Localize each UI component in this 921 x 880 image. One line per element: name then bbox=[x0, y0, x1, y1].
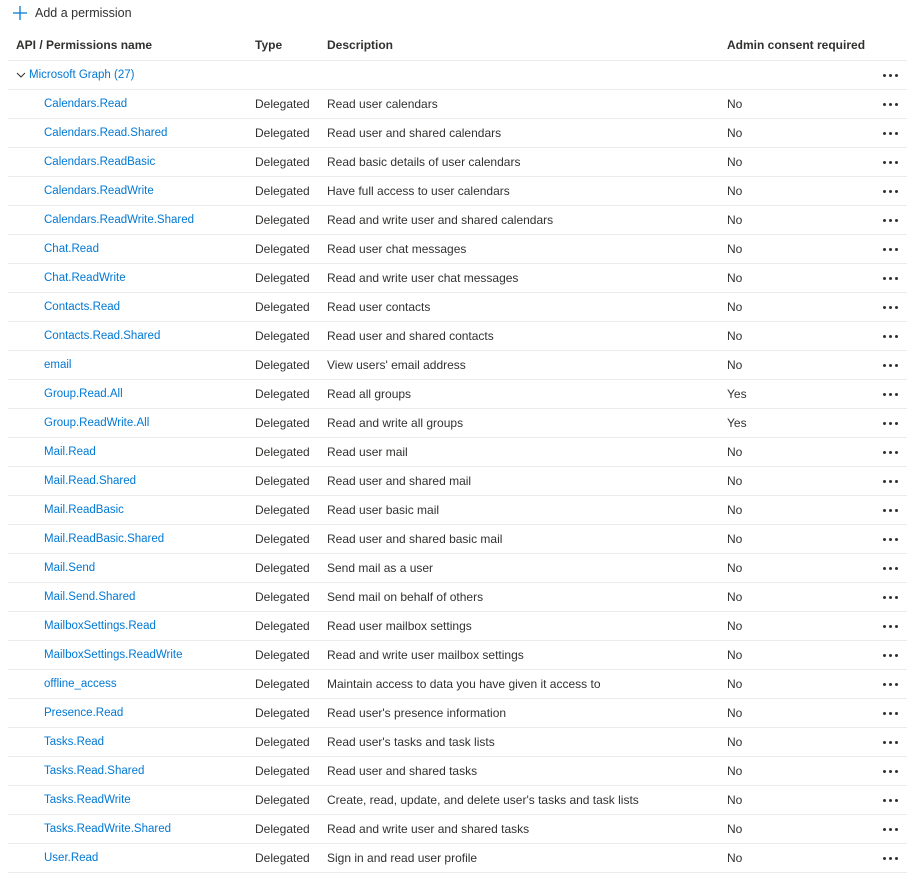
group-row bbox=[8, 61, 907, 90]
admin-consent-value: No bbox=[727, 155, 743, 169]
admin-consent-value: No bbox=[727, 677, 743, 691]
admin-consent-value: No bbox=[727, 242, 743, 256]
more-options-icon[interactable] bbox=[881, 728, 899, 756]
permission-type: Delegated bbox=[255, 793, 310, 807]
admin-consent-value: No bbox=[727, 300, 743, 314]
permission-description: Read user's tasks and task lists bbox=[327, 735, 495, 749]
more-options-icon[interactable] bbox=[881, 583, 899, 611]
permission-description: Read user contacts bbox=[327, 300, 431, 314]
permission-name-link[interactable]: Calendars.Read.Shared bbox=[44, 127, 168, 139]
permission-type: Delegated bbox=[255, 416, 310, 430]
table-row bbox=[8, 699, 907, 728]
column-header-type[interactable]: Type bbox=[255, 37, 283, 52]
permission-type: Delegated bbox=[255, 126, 310, 140]
permission-type: Delegated bbox=[255, 271, 310, 285]
more-options-icon[interactable] bbox=[881, 293, 899, 321]
permission-type: Delegated bbox=[255, 648, 310, 662]
permission-name-link[interactable]: Mail.Read.Shared bbox=[44, 475, 137, 487]
more-options-icon[interactable] bbox=[881, 757, 899, 785]
permission-name-link[interactable]: Calendars.ReadWrite bbox=[44, 185, 154, 197]
table-row bbox=[8, 757, 907, 786]
permission-type: Delegated bbox=[255, 503, 310, 517]
more-options-icon[interactable] bbox=[881, 844, 899, 872]
permission-name-link[interactable]: Contacts.Read bbox=[44, 301, 121, 313]
permission-type: Delegated bbox=[255, 590, 310, 604]
more-options-icon[interactable] bbox=[881, 235, 899, 263]
more-options-icon[interactable] bbox=[881, 119, 899, 147]
permission-description: Send mail on behalf of others bbox=[327, 590, 484, 604]
table-row bbox=[8, 467, 907, 496]
permission-type: Delegated bbox=[255, 619, 310, 633]
more-options-icon[interactable] bbox=[881, 177, 899, 205]
table-row bbox=[8, 525, 907, 554]
permission-type: Delegated bbox=[255, 677, 310, 691]
permission-description: Read user basic mail bbox=[327, 503, 440, 517]
permission-name-link[interactable]: Chat.Read bbox=[44, 243, 99, 255]
permission-name-link[interactable]: Mail.Send bbox=[44, 562, 96, 574]
permission-description: Read user calendars bbox=[327, 97, 438, 111]
permission-type: Delegated bbox=[255, 532, 310, 546]
permission-description: Sign in and read user profile bbox=[327, 851, 478, 865]
permission-name-link[interactable]: Contacts.Read.Shared bbox=[44, 330, 161, 342]
table-row bbox=[8, 351, 907, 380]
permission-type: Delegated bbox=[255, 97, 310, 111]
more-options-icon[interactable] bbox=[881, 264, 899, 292]
permission-description: Read user chat messages bbox=[327, 242, 467, 256]
permission-type: Delegated bbox=[255, 474, 310, 488]
group-label: Microsoft Graph (27) bbox=[29, 69, 135, 81]
table-row bbox=[8, 206, 907, 235]
permission-type: Delegated bbox=[255, 387, 310, 401]
more-options-icon[interactable] bbox=[881, 380, 899, 408]
permission-name-link[interactable]: Mail.ReadBasic.Shared bbox=[44, 533, 165, 545]
admin-consent-value: No bbox=[727, 358, 743, 372]
permission-description: Read basic details of user calendars bbox=[327, 155, 521, 169]
more-options-icon[interactable] bbox=[881, 496, 899, 524]
table-row bbox=[8, 119, 907, 148]
permission-name-link[interactable]: MailboxSettings.Read bbox=[44, 620, 156, 632]
permission-name-link[interactable]: User.Read bbox=[44, 852, 99, 864]
admin-consent-value: No bbox=[727, 648, 743, 662]
admin-consent-value: Yes bbox=[727, 387, 747, 401]
permission-name-link[interactable]: Calendars.Read bbox=[44, 98, 128, 110]
admin-consent-value: No bbox=[727, 329, 743, 343]
admin-consent-value: No bbox=[727, 822, 743, 836]
permission-description: View users' email address bbox=[327, 358, 466, 372]
more-options-icon[interactable] bbox=[881, 641, 899, 669]
admin-consent-value: No bbox=[727, 213, 743, 227]
more-options-icon[interactable] bbox=[881, 148, 899, 176]
table-row bbox=[8, 90, 907, 119]
admin-consent-value: No bbox=[727, 561, 743, 575]
more-options-icon[interactable] bbox=[881, 409, 899, 437]
permission-description: Maintain access to data you have given it access to bbox=[327, 677, 601, 691]
more-options-icon[interactable] bbox=[881, 525, 899, 553]
table-row bbox=[8, 264, 907, 293]
permission-description: Read and write user and shared calendars bbox=[327, 213, 554, 227]
permission-description: Have full access to user calendars bbox=[327, 184, 510, 198]
permission-name-link[interactable]: Mail.ReadBasic bbox=[44, 504, 124, 516]
table-row bbox=[8, 612, 907, 641]
table-row bbox=[8, 786, 907, 815]
table-row bbox=[8, 583, 907, 612]
table-row bbox=[8, 148, 907, 177]
more-options-icon[interactable] bbox=[881, 786, 899, 814]
permission-description: Read user's presence information bbox=[327, 706, 507, 720]
permission-name-link[interactable]: email bbox=[44, 359, 72, 371]
admin-consent-value: No bbox=[727, 706, 743, 720]
column-header-name[interactable]: API / Permissions name bbox=[16, 37, 153, 52]
permission-name-link[interactable]: Mail.Read bbox=[44, 446, 96, 458]
permission-name-link[interactable]: Tasks.Read.Shared bbox=[44, 765, 145, 777]
admin-consent-value: No bbox=[727, 97, 743, 111]
more-options-icon[interactable] bbox=[881, 612, 899, 640]
permission-type: Delegated bbox=[255, 213, 310, 227]
permission-description: Read user and shared mail bbox=[327, 474, 472, 488]
more-options-icon[interactable] bbox=[881, 554, 899, 582]
plus-icon bbox=[13, 6, 27, 20]
permission-type: Delegated bbox=[255, 184, 310, 198]
admin-consent-value: No bbox=[727, 735, 743, 749]
admin-consent-value: No bbox=[727, 764, 743, 778]
table-row bbox=[8, 496, 907, 525]
permission-name-link[interactable]: Presence.Read bbox=[44, 707, 124, 719]
permission-type: Delegated bbox=[255, 764, 310, 778]
permission-description: Create, read, update, and delete user's tasks and task lists bbox=[327, 793, 639, 807]
more-options-icon[interactable] bbox=[881, 815, 899, 843]
table-row bbox=[8, 438, 907, 467]
admin-consent-value: No bbox=[727, 793, 743, 807]
group-toggle[interactable] bbox=[16, 61, 134, 89]
permission-name-link[interactable]: Group.Read.All bbox=[44, 388, 123, 400]
permission-description: Read user and shared basic mail bbox=[327, 532, 503, 546]
permission-description: Read all groups bbox=[327, 387, 412, 401]
more-options-icon[interactable] bbox=[881, 90, 899, 118]
admin-consent-value: No bbox=[727, 532, 743, 546]
more-options-icon[interactable] bbox=[881, 670, 899, 698]
table-row bbox=[8, 409, 907, 438]
permission-description: Read and write user mailbox settings bbox=[327, 648, 524, 662]
permission-type: Delegated bbox=[255, 242, 310, 256]
admin-consent-value: No bbox=[727, 184, 743, 198]
table-row bbox=[8, 844, 907, 873]
permission-type: Delegated bbox=[255, 706, 310, 720]
permission-name-link[interactable]: Calendars.ReadBasic bbox=[44, 156, 156, 168]
more-options-icon[interactable] bbox=[881, 467, 899, 495]
permission-description: Read user and shared contacts bbox=[327, 329, 494, 343]
more-options-icon[interactable] bbox=[881, 351, 899, 379]
permission-type: Delegated bbox=[255, 329, 310, 343]
permission-name-link[interactable]: Tasks.Read bbox=[44, 736, 105, 748]
admin-consent-value: No bbox=[727, 271, 743, 285]
table-row bbox=[8, 641, 907, 670]
add-permission-button[interactable] bbox=[13, 4, 132, 22]
add-permission-label: Add a permission bbox=[35, 6, 132, 20]
more-options-icon[interactable] bbox=[881, 61, 899, 89]
permission-name-link[interactable]: Tasks.ReadWrite bbox=[44, 794, 131, 806]
permission-description: Read user mailbox settings bbox=[327, 619, 472, 633]
admin-consent-value: No bbox=[727, 503, 743, 517]
permission-type: Delegated bbox=[255, 735, 310, 749]
column-header-description[interactable]: Description bbox=[327, 37, 394, 52]
table-row bbox=[8, 670, 907, 699]
permission-type: Delegated bbox=[255, 358, 310, 372]
table-header bbox=[8, 29, 907, 61]
admin-consent-value: No bbox=[727, 619, 743, 633]
more-options-icon[interactable] bbox=[881, 206, 899, 234]
admin-consent-value: No bbox=[727, 445, 743, 459]
permission-description: Read user and shared calendars bbox=[327, 126, 502, 140]
permission-description: Read and write user chat messages bbox=[327, 271, 519, 285]
more-options-icon[interactable] bbox=[881, 699, 899, 727]
more-options-icon[interactable] bbox=[881, 438, 899, 466]
permission-type: Delegated bbox=[255, 561, 310, 575]
table-row bbox=[8, 293, 907, 322]
permission-type: Delegated bbox=[255, 445, 310, 459]
permission-type: Delegated bbox=[255, 155, 310, 169]
table-row bbox=[8, 235, 907, 264]
permission-name-link[interactable]: Mail.Send.Shared bbox=[44, 591, 136, 603]
table-row bbox=[8, 728, 907, 757]
table-row bbox=[8, 380, 907, 409]
permission-description: Read user and shared tasks bbox=[327, 764, 478, 778]
permission-name-link[interactable]: Group.ReadWrite.All bbox=[44, 417, 150, 429]
table-row bbox=[8, 554, 907, 583]
chevron-down-icon bbox=[16, 70, 26, 80]
permission-type: Delegated bbox=[255, 300, 310, 314]
permission-type: Delegated bbox=[255, 851, 310, 865]
permissions-table bbox=[8, 29, 907, 873]
permission-name-link[interactable]: MailboxSettings.ReadWrite bbox=[44, 649, 183, 661]
permission-description: Send mail as a user bbox=[327, 561, 434, 575]
admin-consent-value: No bbox=[727, 590, 743, 604]
table-row bbox=[8, 322, 907, 351]
permission-name-link[interactable]: Chat.ReadWrite bbox=[44, 272, 126, 284]
admin-consent-value: Yes bbox=[727, 416, 747, 430]
permission-type: Delegated bbox=[255, 822, 310, 836]
permission-description: Read user mail bbox=[327, 445, 408, 459]
permission-description: Read and write user and shared tasks bbox=[327, 822, 530, 836]
permission-description: Read and write all groups bbox=[327, 416, 464, 430]
admin-consent-value: No bbox=[727, 126, 743, 140]
column-header-admin-consent[interactable]: Admin consent required bbox=[727, 37, 866, 52]
table-row bbox=[8, 815, 907, 844]
admin-consent-value: No bbox=[727, 851, 743, 865]
admin-consent-value: No bbox=[727, 474, 743, 488]
permission-name-link[interactable]: Calendars.ReadWrite.Shared bbox=[44, 214, 195, 226]
more-options-icon[interactable] bbox=[881, 322, 899, 350]
permission-name-link[interactable]: Tasks.ReadWrite.Shared bbox=[44, 823, 171, 835]
permission-name-link[interactable]: offline_access bbox=[44, 678, 117, 690]
table-row bbox=[8, 177, 907, 206]
